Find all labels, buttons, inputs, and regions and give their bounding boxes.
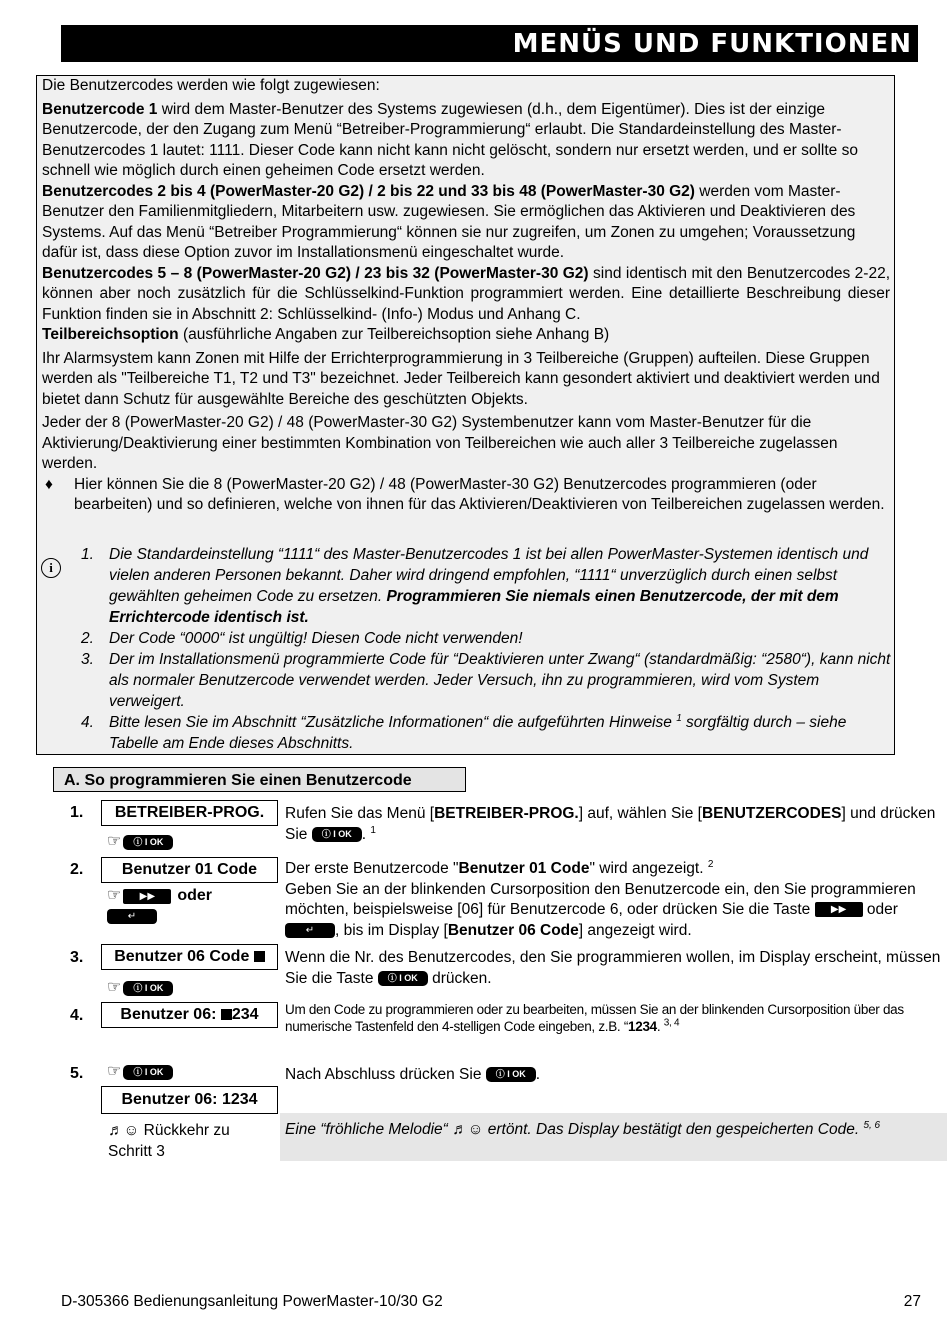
hand-pointer-icon: ☞ bbox=[107, 887, 122, 905]
ok-key-icon: ⓘ I OK bbox=[123, 1065, 173, 1080]
display-benutzer-01-code: Benutzer 01 Code bbox=[101, 857, 278, 883]
step-3-description bbox=[285, 948, 941, 989]
intro-text: Die Benutzercodes werden wie folgt zugewiesen: bbox=[42, 77, 380, 94]
s1-e: ] und drücken Sie bbox=[285, 805, 936, 843]
page-number: 27 bbox=[903, 1293, 921, 1310]
result-text: Eine “fröhliche Melodie“ ♬☺ ertönt. Das Display bestätigt den gespeicherten Code. bbox=[285, 1121, 860, 1138]
note-number: 4. bbox=[81, 714, 94, 731]
step-number: 5. bbox=[70, 1065, 84, 1082]
step-1-description: Rufen Sie das Menü [BETREIBER-PROG.] auf, wählen Sie [BENUTZERCODES] und drücken Sie ⓘ I OK . $^1$ bbox=[285, 805, 936, 843]
display-benutzer-06-1234: Benutzer 06: 1234 bbox=[101, 1086, 278, 1114]
s5-b: . bbox=[535, 1066, 541, 1083]
fast-forward-key-icon: ▶▶ bbox=[123, 889, 171, 904]
usercode-1-text: wird dem Master-Benutzer des Systems zugewiesen (d.h., dem Eigentümer). Dies ist der einzige Benutzercode, der den Zugang zum Menü “Betreiber-Programmierung“ erlaubt. Die Standardeinstellung des Master-Benutzercodes 1 lautet: 1111. Dieser Code kann nicht kann nicht gelöscht, sondern nur ersetzt werden, und er sollte so schnell wie möglich durch einen geheimen Code ersetzt werden. bbox=[42, 100, 858, 179]
header-bar bbox=[61, 25, 918, 62]
paragraph-partition-option bbox=[42, 325, 890, 346]
note-4-text bbox=[109, 712, 891, 754]
usercodes-5-8-text: sind identisch mit den Benutzercodes 2-22, können aber noch zusätzlich für die Schlüsselkind-Funktion programmiert werden. Eine detaillierte Beschreibung dieser Funktion finden sie in Abschnitt 2: Schlüsselkind- (Info-) Modus und Anhang C. bbox=[42, 264, 890, 323]
usercodes-2-4-heading: Benutzercodes 2 bis 4 (PowerMaster-20 G2) / 2 bis 22 und 33 bis 48 (PowerMaster-30 G2) bbox=[42, 182, 695, 200]
partition-option-text: (ausführliche Angaben zur Teilbereichsoption siehe Anhang B) bbox=[178, 326, 610, 343]
result-ref: 5, 6 bbox=[863, 1119, 881, 1131]
s3-b: drücken. bbox=[427, 969, 492, 987]
cursor-block-icon bbox=[221, 1009, 232, 1020]
note-4-text-b: sorgfältig durch – siehe Tabelle am Ende dieses Abschnitts. bbox=[109, 714, 847, 752]
usercodes-2-4-text: werden vom Master-Benutzer den Familienmitgliedern, Mitarbeitern usw. zugewiesen. Sie ermöglichen das Aktivieren und Deaktivieren des Systems. Auf das Menü “Betreiber Programmierung“ können sie nur zugreifen, um Zonen zu umgehen; Voraussetzung dafür ist, dass diese Option zuvor im Installationsmenü eingeschaltet wurde. bbox=[42, 182, 856, 261]
ok-key-icon: ⓘ I OK bbox=[378, 971, 428, 986]
s1-menu: BETREIBER-PROG. bbox=[434, 805, 579, 822]
note-4-text-a: Bitte lesen Sie im Abschnitt “Zusätzliche Informationen“ die aufgeführten Hinweise bbox=[109, 714, 677, 731]
paragraph-usercodes-5-8 bbox=[42, 264, 890, 326]
usercodes-5-8-heading: Benutzercodes 5 – 8 (PowerMaster-20 G2) / 23 bis 32 (PowerMaster-30 G2) bbox=[42, 264, 589, 282]
step-2-keys bbox=[107, 886, 212, 907]
step-2-back-key bbox=[107, 909, 157, 924]
s3-a: Wenn die Nr. des Benutzercodes, den Sie programmieren wollen, im Display erscheint, müssen Sie die Taste bbox=[285, 949, 941, 987]
paragraph-partitions: Ihr Alarmsystem kann Zonen mit Hilfe der Errichterprogrammierung in 3 Teilbereiche (Gruppen) aufteilen. Diese Gruppen werden als "Teilbereiche T1, T2 und T3" bezeichnet. Jeder Teilbereich kann gesondert aktiviert und deaktiviert werden und bietet dann Schutz für ausgewählte Bereiche des geschützten Objekts. bbox=[42, 349, 880, 408]
step-number: 2. bbox=[70, 861, 84, 878]
step-4-description bbox=[285, 1001, 941, 1035]
notes-box bbox=[36, 541, 895, 755]
document-id: D-305366 Bedienungsanleitung PowerMaster-10/30 G2 bbox=[61, 1293, 443, 1310]
ok-key-icon: ⓘ I OK bbox=[312, 827, 362, 842]
back-key-icon: ↵ bbox=[285, 923, 335, 938]
hand-pointer-icon: ☞ bbox=[107, 1063, 122, 1080]
ok-key-icon: ⓘ I OK bbox=[486, 1067, 536, 1082]
step-number: 1. bbox=[70, 804, 84, 821]
info-icon: i bbox=[41, 558, 61, 578]
note-number: 2. bbox=[81, 630, 94, 647]
note-item bbox=[81, 544, 891, 628]
s1-a: Rufen Sie das Menü [ bbox=[285, 805, 435, 822]
note-number: 3. bbox=[81, 651, 94, 668]
note-text bbox=[109, 544, 891, 628]
note-item bbox=[81, 712, 891, 754]
note-3-text: Der im Installationsmenü programmierte Code für “Deaktivieren unter Zwang“ (standardmäßig: “2580“), kann nicht als normaler Benutzercode verwendet werden. Jeder Versuch, ihn zu programmieren, wird vom System verweigert. bbox=[109, 651, 891, 710]
bullet-text: Hier können Sie die 8 (PowerMaster-20 G2) / 48 (PowerMaster-30 G2) Benutzercodes programmieren (oder bearbeiten) und so definieren, welche von ihnen für das Aktivieren/Deaktivieren von Teilbereichen zugelassen werden. bbox=[74, 475, 885, 513]
note-1-text: Die Standardeinstellung “1111“ des Master-Benutzercodes 1 ist bei allen PowerMaster-Systemen identisch und vielen anderen Personen bekannt. Daher wird dringend empfohlen, “1111“ unverzüglich durch einen selbst gewählten geheimen Code zu ersetzen. bbox=[109, 546, 869, 605]
note-number: 1. bbox=[81, 546, 94, 563]
note-item bbox=[81, 628, 891, 649]
s2-b: Benutzer 01 Code bbox=[458, 860, 590, 877]
page-title: MENÜS UND FUNKTIONEN bbox=[512, 29, 912, 59]
or-label: oder bbox=[177, 887, 213, 904]
section-heading: A. So programmieren Sie einen Benutzercode bbox=[53, 767, 466, 792]
paragraph-usercode-1 bbox=[42, 100, 890, 182]
s2-e: oder bbox=[862, 901, 898, 918]
paragraph-usercodes-2-4 bbox=[42, 182, 890, 264]
s4-ref: 3, 4 bbox=[663, 1017, 680, 1029]
step-1-keys bbox=[107, 834, 173, 850]
display-benutzer-06-code bbox=[101, 944, 278, 970]
s4-b: 1234 bbox=[628, 1019, 657, 1034]
partition-option-heading: Teilbereichsoption bbox=[42, 326, 179, 343]
result-message bbox=[280, 1113, 947, 1161]
bullet-item bbox=[42, 475, 890, 516]
s2-d: Geben Sie an der blinkenden Cursorposition den Benutzercode ein, den Sie programmieren möchten, beispielsweise [06] für Benutzercode 6, oder drücken Sie die Taste bbox=[285, 880, 916, 918]
note-item bbox=[81, 649, 891, 712]
note-2-text: Der Code “0000“ ist ungültig! Diesen Code nicht verwenden! bbox=[109, 630, 523, 647]
bullet-diamond-icon: ♦ bbox=[45, 475, 53, 493]
s5-a: Nach Abschluss drücken Sie bbox=[285, 1066, 486, 1083]
ok-key-icon: ⓘ I OK bbox=[123, 981, 173, 996]
hand-pointer-icon: ☞ bbox=[107, 833, 122, 850]
s4-a: Um den Code zu programmieren oder zu bearbeiten, müssen Sie an der blinkenden Cursorposition über das numerische Tastenfeld den 4-stelligen Code eingeben, z.B. “ bbox=[285, 1002, 904, 1034]
display-digits: 234 bbox=[231, 1006, 259, 1023]
hand-pointer-icon: ☞ bbox=[107, 979, 122, 996]
s1-ref: 1 bbox=[370, 824, 376, 836]
return-to-step-3: ♬☺ Rückkehr zu Schritt 3 bbox=[108, 1122, 230, 1160]
display-text: Benutzer 06: bbox=[120, 1006, 221, 1023]
display-text: Benutzer 06 Code bbox=[114, 948, 250, 965]
step-2-description bbox=[285, 859, 941, 941]
step-5-description bbox=[285, 1065, 941, 1086]
step-number: 3. bbox=[70, 949, 84, 966]
fast-forward-key-icon: ▶▶ bbox=[815, 902, 863, 917]
note-4-ref: 1 bbox=[676, 712, 682, 724]
s2-h: ] angezeigt wird. bbox=[578, 921, 692, 939]
s2-g: Benutzer 06 Code bbox=[447, 921, 579, 939]
usercode-1-heading: Benutzercode 1 bbox=[42, 100, 158, 118]
s4-c: . bbox=[656, 1019, 664, 1034]
s2-f: , bis im Display [ bbox=[335, 921, 448, 939]
display-betreiber-prog: BETREIBER-PROG. bbox=[101, 800, 278, 826]
ok-key-icon: ⓘ I OK bbox=[123, 835, 173, 850]
step-number: 4. bbox=[70, 1007, 84, 1024]
step-5-keys bbox=[107, 1064, 173, 1080]
s2-c: " wird angezeigt. bbox=[589, 860, 708, 877]
note-1-warning: Programmieren Sie niemals einen Benutzercode, der mit dem Errichtercode identisch ist. bbox=[109, 588, 839, 626]
s2-a: Der erste Benutzercode " bbox=[285, 860, 459, 877]
back-key-icon: ↵ bbox=[107, 909, 157, 924]
paragraph-system-users: Jeder der 8 (PowerMaster-20 G2) / 48 (PowerMaster-30 G2) Systembenutzer kann vom Master-Benutzer für die Aktivierung/Deaktivierung einer bestimmten Kombination von Teilbereichen wie auch aller 3 Teilbereiche zugelassen werden. bbox=[42, 414, 838, 472]
notes-list bbox=[81, 544, 891, 754]
user-code-info-box bbox=[36, 75, 895, 542]
cursor-block-icon bbox=[254, 951, 265, 962]
s1-c: ] auf, wählen Sie [ bbox=[578, 805, 702, 822]
display-benutzer-06-entry bbox=[101, 1002, 278, 1028]
s1-benutzercodes: BENUTZERCODES bbox=[701, 805, 842, 822]
s2-ref: 2 bbox=[707, 858, 714, 870]
step-3-keys bbox=[107, 980, 173, 996]
footer bbox=[61, 1292, 921, 1313]
